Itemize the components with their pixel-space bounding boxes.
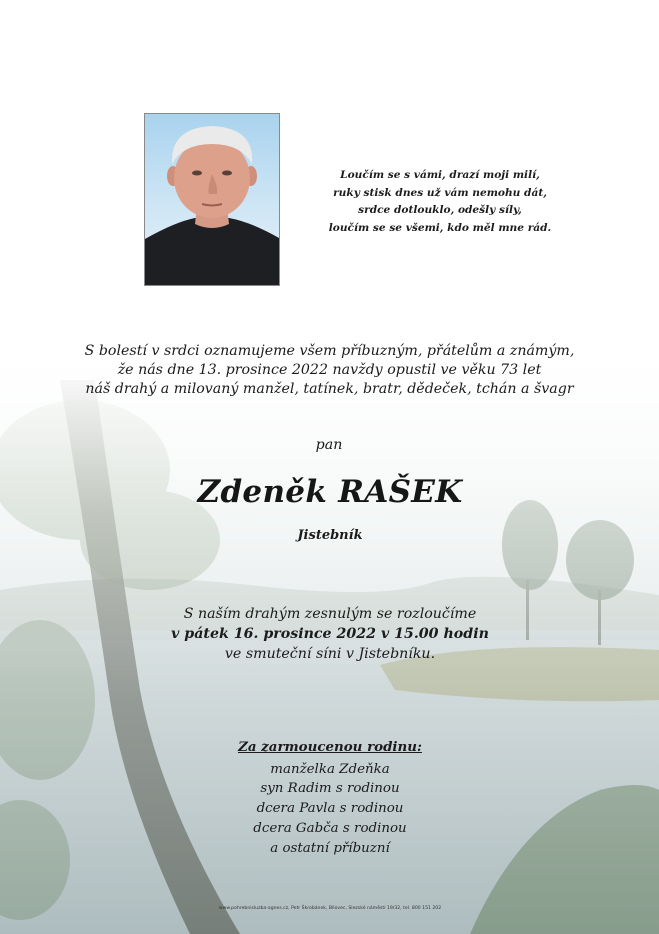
mourners-list xyxy=(200,738,460,858)
deceased-name: Zdeněk RAŠEK xyxy=(197,474,463,510)
title-word: pan xyxy=(315,437,343,453)
announcement-line: S bolestí v srdci oznamujeme všem příbuzným, přátelům a známým, xyxy=(84,343,575,359)
farewell-intro: S naším drahým zesnulým se rozloučíme xyxy=(183,606,477,622)
mourner-name: dcera Pavla s rodinou xyxy=(256,801,404,817)
mourner-name: dcera Gabča s rodinou xyxy=(253,820,407,836)
death-announcement xyxy=(40,342,619,399)
poem-line: ruky stisk dnes už vám nemohu dát, xyxy=(333,186,547,199)
poem-line: loučím se se všemi, kdo měl mne rád. xyxy=(328,221,552,234)
portrait-photo xyxy=(144,113,280,286)
mourner-name: a ostatní příbuzní xyxy=(270,840,390,856)
funeral-venue: ve smuteční síni v Jistebníku. xyxy=(224,646,436,662)
mourners-heading: Za zarmoucenou rodinu: xyxy=(238,739,422,755)
announcement-line: náš drahý a milovaný manžel, tatínek, bratr, dědeček, tchán a švagr xyxy=(85,381,574,397)
poem-line: Loučím se s vámi, drazí moji milí, xyxy=(340,169,540,181)
mourner-name: manželka Zdeňka xyxy=(270,761,390,777)
poem-line: srdce dotlouklo, odešly síly, xyxy=(358,204,522,216)
funeral-service-footer: www.pohrebnisluzba-agnes.cz, Petr Škrobánek, Bílovec, Slezské náměstí 19/32, tel. 800 151 202 xyxy=(218,906,442,911)
memorial-poem xyxy=(320,167,560,237)
mourner-name: syn Radim s rodinou xyxy=(260,781,400,797)
funeral-details xyxy=(110,604,550,664)
residence: Jistebník xyxy=(297,528,363,543)
announcement-line: že nás dne 13. prosince 2022 navždy opustil ve věku 73 let xyxy=(117,362,542,378)
funeral-date-time: v pátek 16. prosince 2022 v 15.00 hodin xyxy=(171,626,489,642)
